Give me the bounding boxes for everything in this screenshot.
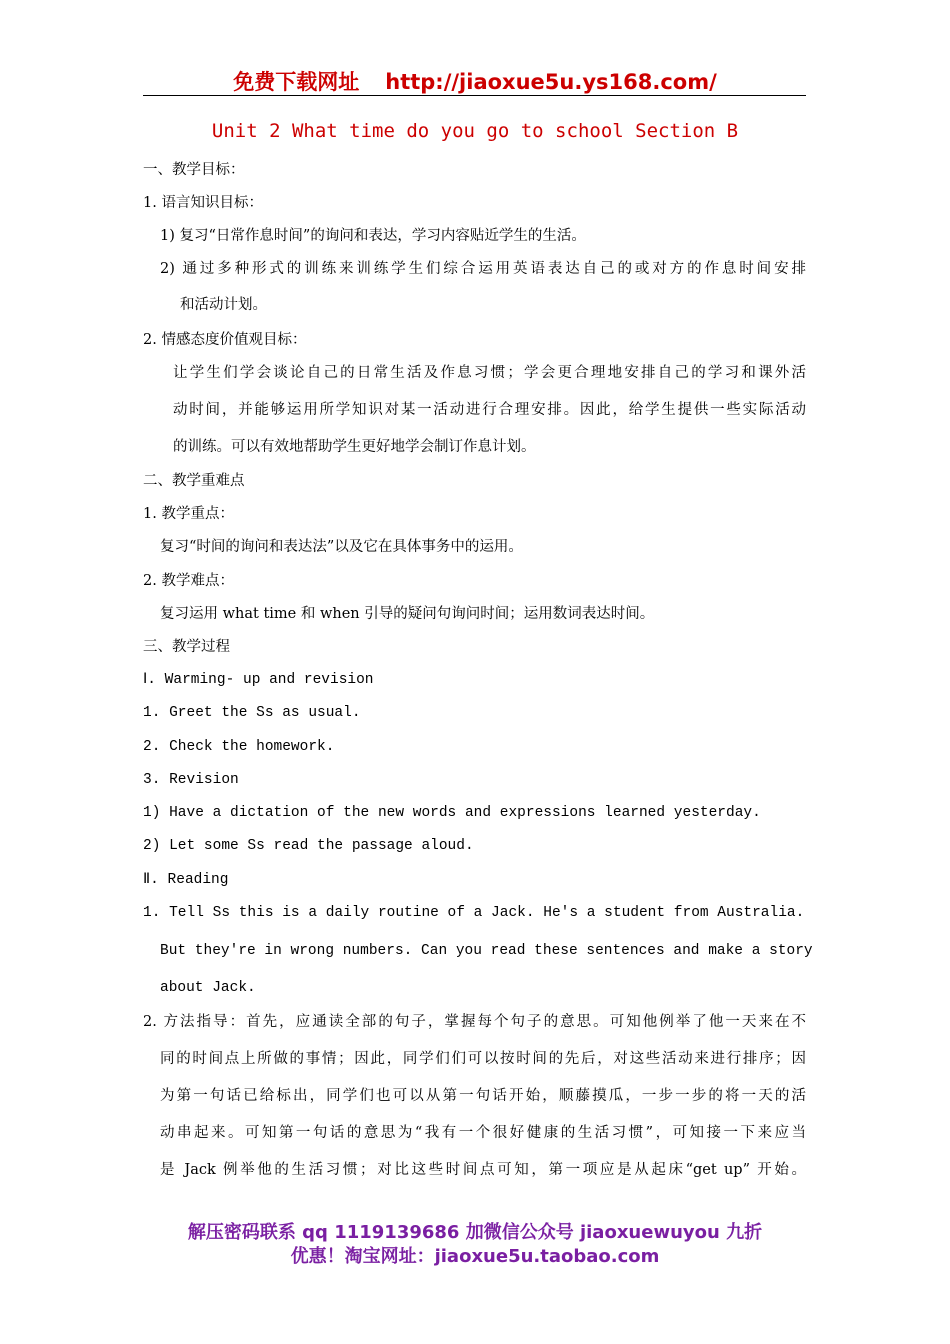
text-line: 2) Let some Ss read the passage aloud. [143, 838, 474, 854]
subheading-difficult-point: 2. 教学难点： [143, 573, 234, 589]
header-banner [0, 66, 950, 96]
header-divider [143, 95, 806, 96]
text-line: 复习“时间的询问和表达法”以及它在具体事务中的运用。 [160, 539, 523, 555]
text-line: 2. 方法指导：首先，应通读全部的句子，掌握每个句子的意思。可知他例举了他一天来在不 [143, 1014, 806, 1030]
text-line: But they're in wrong numbers. Can you read these sentences and make a story [160, 943, 813, 959]
text-line: 动串起来。可知第一句话的意思为“我有一个很好健康的生活习惯”，可知接一下来应当 [160, 1125, 806, 1141]
header-url-link[interactable]: http://jiaoxue5u.ys168.com/ [385, 70, 717, 94]
text-line: 2) 通过多种形式的训练来训练学生们综合运用英语表达自己的或对方的作息时间安排 [160, 261, 806, 277]
section-heading-key-points: 二、教学重难点 [143, 473, 245, 489]
step-heading-warming-up: Ⅰ. Warming- up and revision [143, 672, 374, 688]
text-line: 复习运用 what time 和 when 引导的疑问句询问时间；运用数词表达时间。 [160, 606, 655, 622]
text-line: 1) Have a dictation of the new words and expressions learned yesterday. [143, 805, 761, 821]
text-line: 3. Revision [143, 772, 239, 788]
text-line: 1) 复习“日常作息时间”的询问和表达，学习内容贴近学生的生活。 [160, 228, 586, 244]
subheading-key-point: 1. 教学重点： [143, 506, 234, 522]
text-line: 2. Check the homework. [143, 739, 335, 755]
step-heading-reading: Ⅱ. Reading [143, 872, 229, 888]
footer-shop-link[interactable]: 优惠！淘宝网址：jiaoxue5u.taobao.com [290, 1246, 660, 1267]
header-label: 免费下载网址 [233, 70, 360, 94]
text-line: 是 Jack 例举他的生活习惯；对比这些时间点可知，第一项应是从起床“get up” 开始。 [160, 1162, 806, 1178]
text-line: 和活动计划。 [180, 297, 267, 313]
footer-contact-line: 解压密码联系 qq 1119139686 加微信公众号 jiaoxuewuyou 九折 [187, 1222, 763, 1243]
page-title: Unit 2 What time do you go to school Section B [211, 120, 739, 142]
section-heading-objectives: 一、教学目标： [143, 162, 245, 178]
text-line: 同的时间点上所做的事情；因此，同学们们可以按时间的先后，对这些活动来进行排序；因 [160, 1051, 806, 1067]
text-line: 为第一句话已给标出，同学们也可以从第一句话开始，顺藤摸瓜，一步一步的将一天的活 [160, 1088, 806, 1104]
section-heading-process: 三、教学过程 [143, 639, 230, 655]
text-line: 1. Greet the Ss as usual. [143, 705, 361, 721]
text-line: about Jack. [160, 980, 256, 996]
subheading-knowledge-objectives: 1. 语言知识目标： [143, 195, 263, 211]
text-line: 动时间，并能够运用所学知识对某一活动进行合理安排。因此，给学生提供一些实际活动 [173, 402, 806, 418]
text-line: 的训练。可以有效地帮助学生更好地学会制订作息计划。 [173, 439, 536, 455]
subheading-attitude-objectives: 2. 情感态度价值观目标： [143, 332, 307, 348]
text-line: 让学生们学会谈论自己的日常生活及作息习惯；学会更合理地安排自己的学习和课外活 [173, 365, 806, 381]
text-line: 1. Tell Ss this is a daily routine of a Jack. He's a student from Australia. [143, 905, 805, 921]
